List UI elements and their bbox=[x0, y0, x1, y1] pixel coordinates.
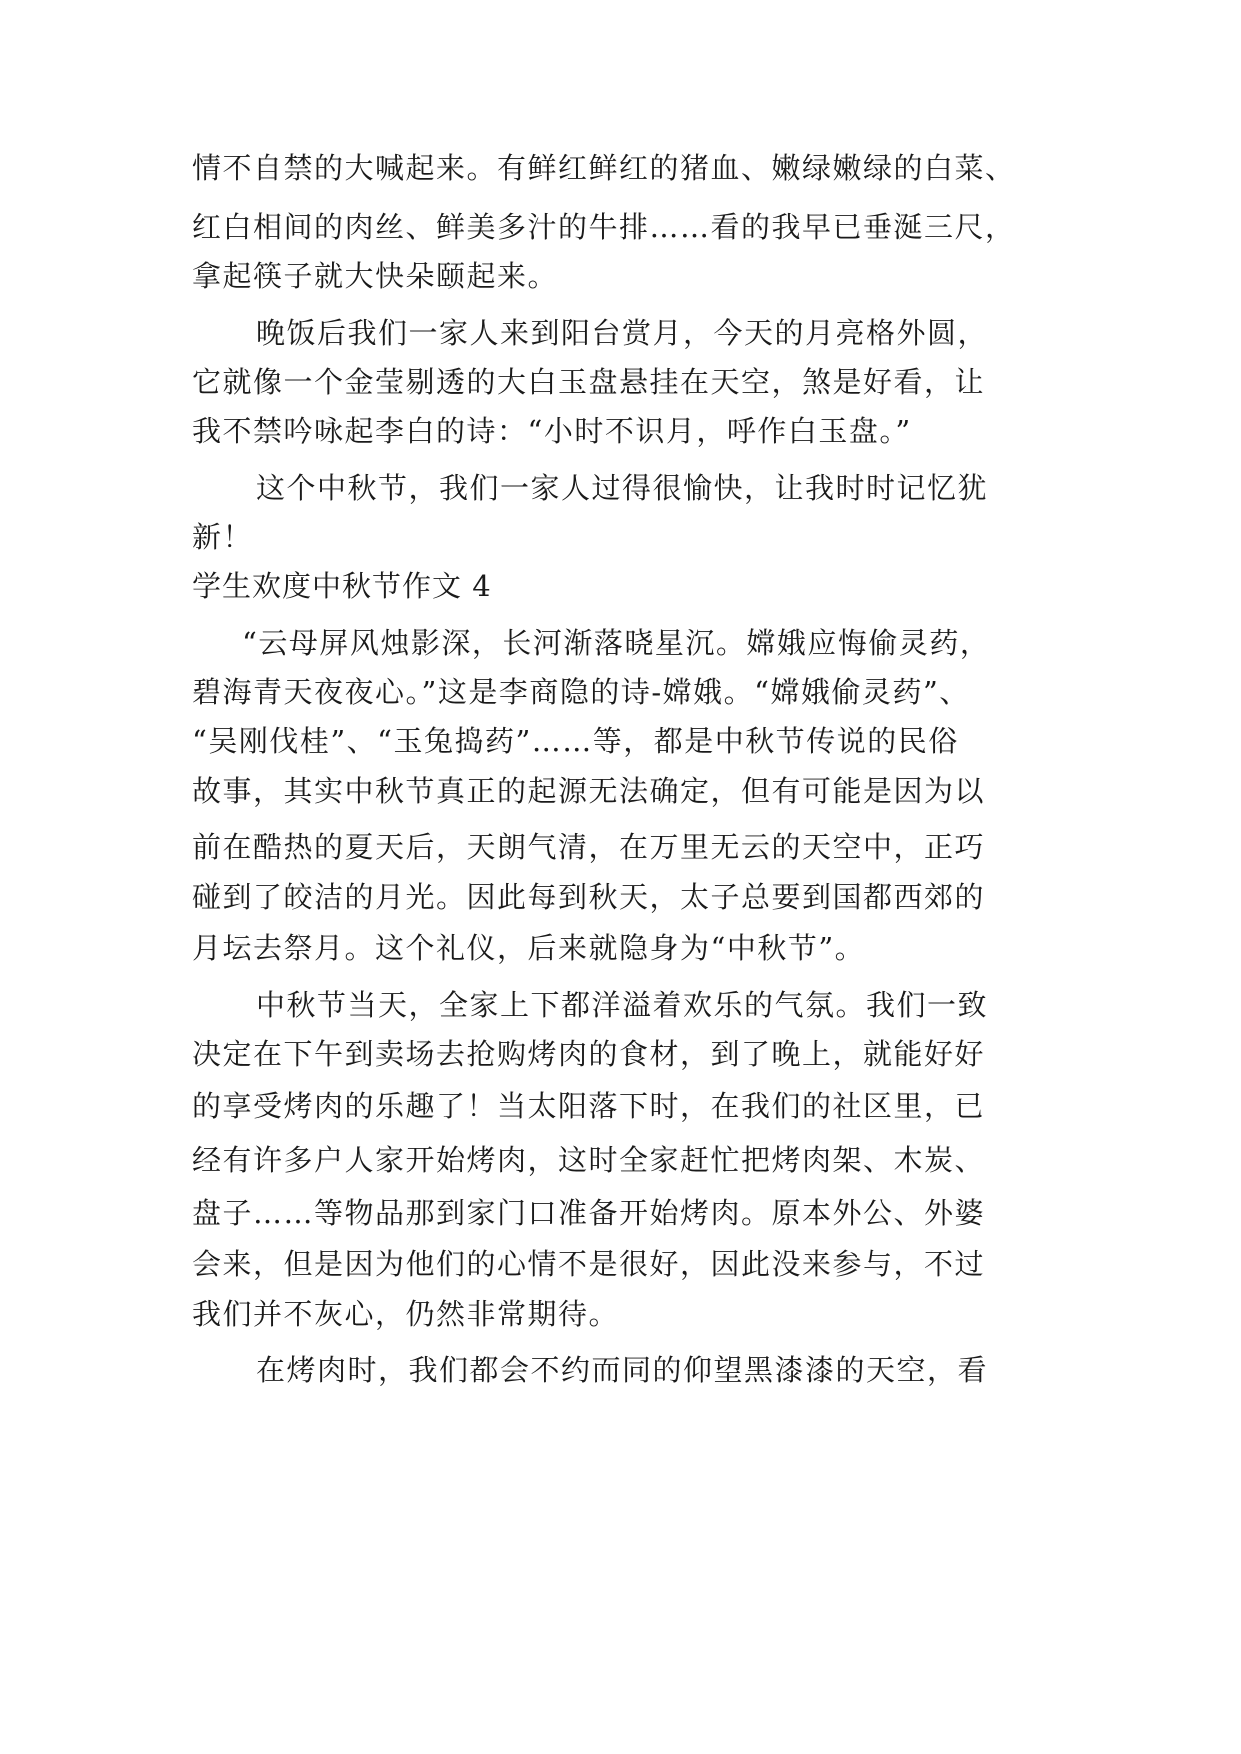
paragraph-start-line: 中秋节当天，全家上下都洋溢着欢乐的气氛。我们一致 bbox=[256, 988, 989, 1022]
paragraph-start-line: “云母屏风烛影深，长河渐落晓星沉。嫦娥应悔偷灵药， bbox=[242, 626, 991, 660]
text-line: “吴刚伐桂”、“玉兔捣药”……等，都是中秋节传说的民俗 bbox=[192, 724, 959, 758]
paragraph-start-line: 晚饭后我们一家人来到阳台赏月，今天的月亮格外圆， bbox=[256, 316, 989, 350]
text-line: 月坛去祭月。这个礼仪，后来就隐身为“中秋节”。 bbox=[192, 931, 866, 965]
text-line: 我不禁吟咏起李白的诗：“小时不识月，呼作白玉盘。” bbox=[192, 414, 912, 448]
text-line: 盘子……等物品那到家门口准备开始烤肉。原本外公、外婆 bbox=[192, 1196, 986, 1230]
paragraph-start-line: 这个中秋节，我们一家人过得很愉快，让我时时记忆犹 bbox=[256, 471, 989, 505]
text-line: 它就像一个金莹剔透的大白玉盘悬挂在天空，煞是好看，让 bbox=[192, 365, 986, 399]
text-line: 碧海青天夜夜心。”这是李商隐的诗-嫦娥。“嫦娥偷灵药”、 bbox=[192, 675, 970, 709]
text-line: 的享受烤肉的乐趣了！当太阳落下时，在我们的社区里，已 bbox=[192, 1089, 986, 1123]
text-line: 前在酷热的夏天后，天朗气清，在万里无云的天空中，正巧 bbox=[192, 830, 986, 864]
text-line: 碰到了皎洁的月光。因此每到秋天，太子总要到国都西郊的 bbox=[192, 880, 986, 914]
text-line: 故事，其实中秋节真正的起源无法确定，但有可能是因为以 bbox=[192, 774, 986, 808]
text-line: 我们并不灰心，仍然非常期待。 bbox=[192, 1297, 620, 1331]
text-line: 新！ bbox=[192, 520, 254, 554]
text-line: 情不自禁的大喊起来。有鲜红鲜红的猪血、嫩绿嫩绿的白菜、 bbox=[192, 151, 1016, 185]
text-line: 经有许多户人家开始烤肉，这时全家赶忙把烤肉架、木炭、 bbox=[192, 1143, 986, 1177]
text-line: 红白相间的肉丝、鲜美多汁的牛排……看的我早已垂涎三尺， bbox=[192, 210, 1016, 244]
text-line: 拿起筷子就大快朵颐起来。 bbox=[192, 259, 559, 293]
paragraph-start-line: 在烤肉时，我们都会不约而同的仰望黑漆漆的天空，看 bbox=[256, 1353, 989, 1387]
text-line: 决定在下午到卖场去抢购烤肉的食材，到了晚上，就能好好 bbox=[192, 1037, 986, 1071]
text-line: 会来，但是因为他们的心情不是很好，因此没来参与，不过 bbox=[192, 1247, 986, 1281]
section-heading: 学生欢度中秋节作文 4 bbox=[192, 569, 492, 603]
